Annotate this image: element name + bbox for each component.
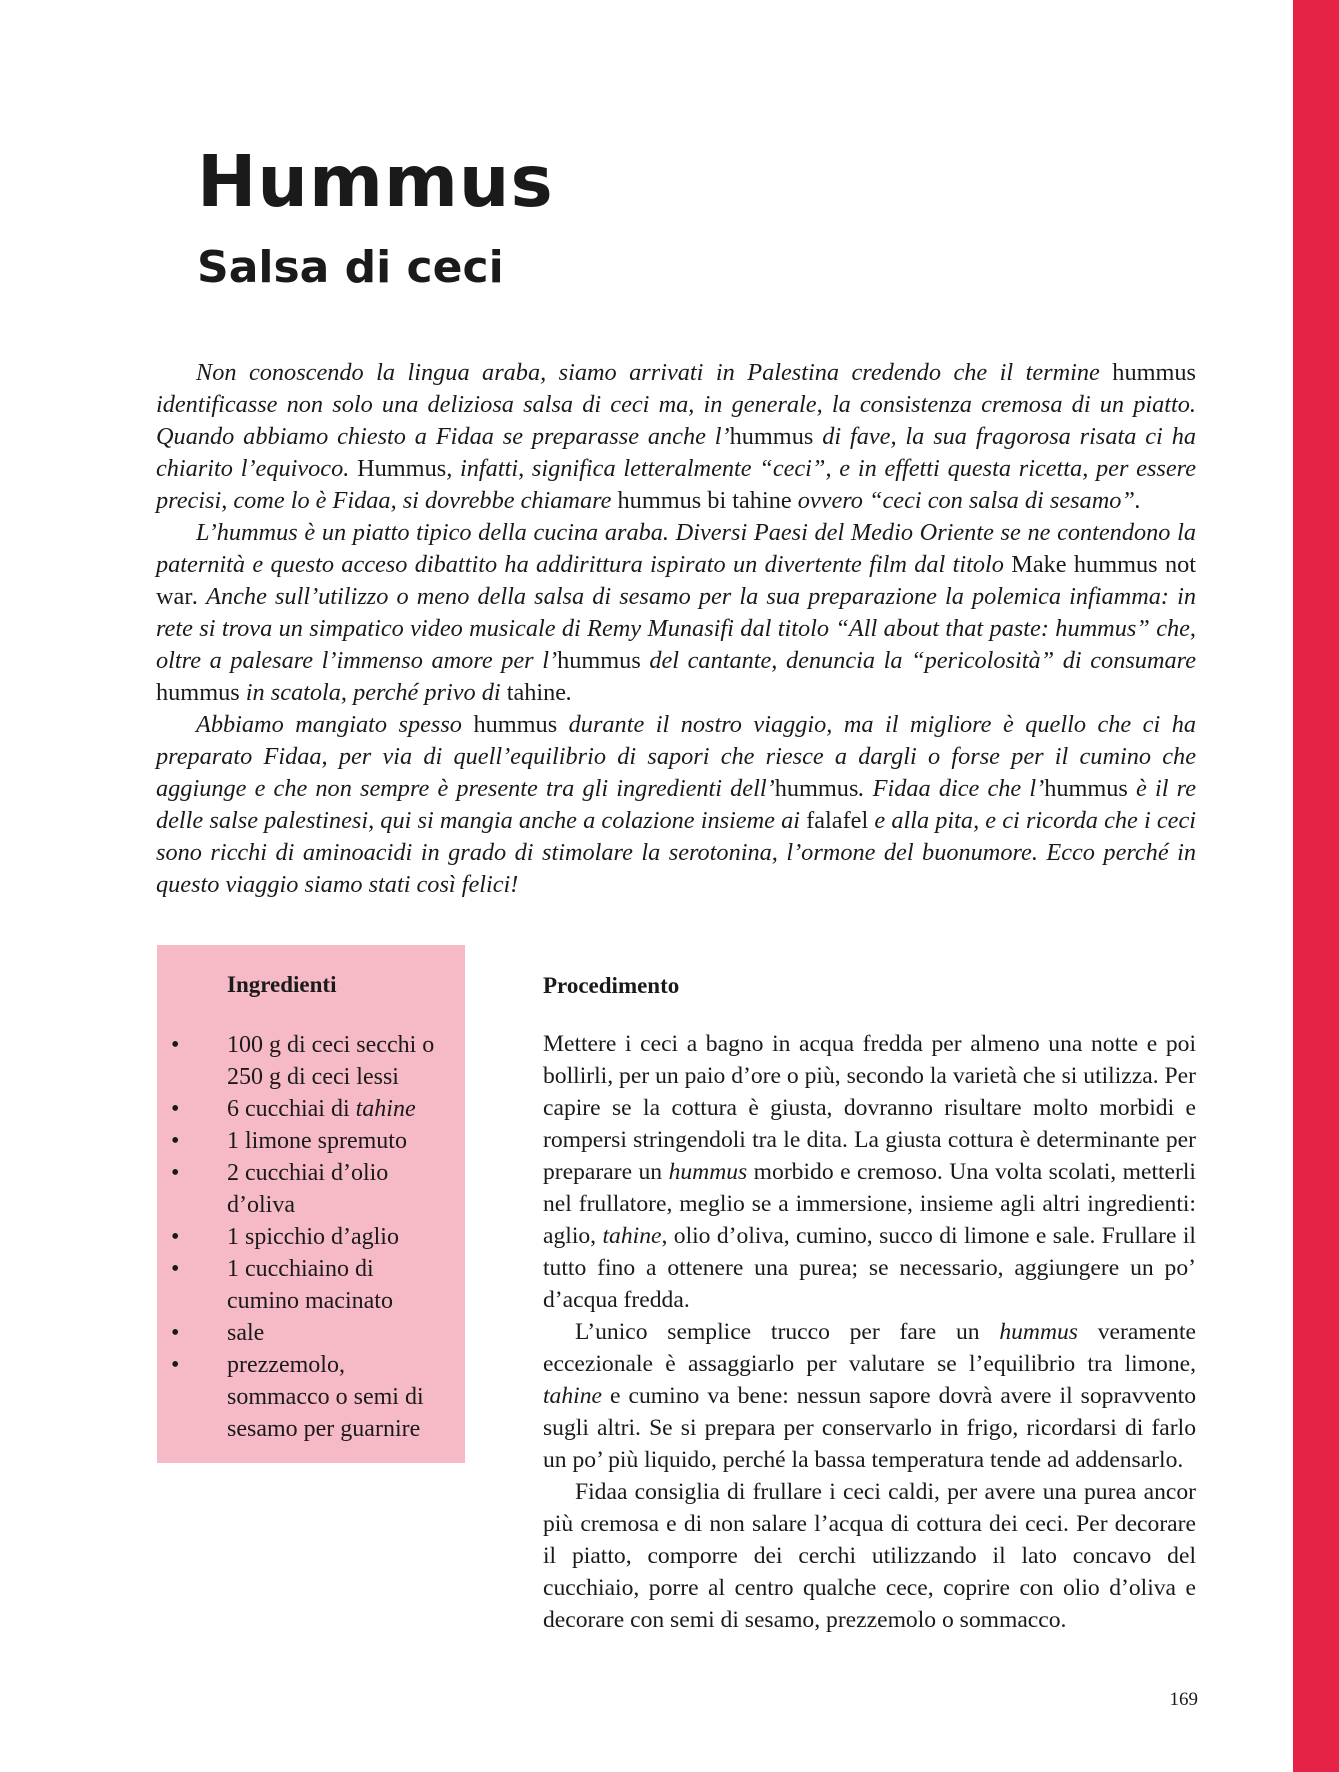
ingredient-item: • 2 cucchiai d’olio d’oliva — [171, 1157, 449, 1221]
ingredient-item: • 100 g di ceci secchi o 250 g di ceci lessi — [171, 1029, 449, 1093]
procedure-paragraph: L’unico semplice trucco per fare un hummus veramente eccezionale è assaggiarlo per valutare se l’equilibrio tra limone, tahine e cumino va bene: nessun sapore dovrà avere il sopravvento sugli altri. Se si prepara per conservarlo in frigo, ricordarsi di farlo un po’ più liquido, perché la bassa temperatura tende ad addensarlo. — [543, 1319, 1196, 1473]
ingredient-item: • 1 spicchio d’aglio — [171, 1221, 449, 1253]
ingredient-item: • 6 cucchiai di tahine — [171, 1093, 449, 1125]
procedure-title: Procedimento — [543, 973, 680, 998]
recipe-subtitle: Salsa di ceci — [197, 242, 504, 293]
recipe-title: Hummus — [197, 140, 554, 223]
ingredient-item: • 1 limone spremuto — [171, 1125, 449, 1157]
ingredient-item: • sale — [171, 1317, 449, 1349]
intro-paragraph: L’hummus è un piatto tipico della cucina araba. Diversi Paesi del Medio Oriente se ne contendono la paternità e questo acceso dibattito ha addirittura ispirato un divertente film dal titolo Make hummus not war. Anche sull’utilizzo o meno della salsa di sesamo per la sua preparazione la polemica infiamma: in rete si trova un simpatico video musicale di Remy Munasifi dal titolo “All about that paste: hummus” che, oltre a palesare l’immenso amore per l’hummus del cantante, denuncia la “pericolosità” di consumare hummus in scatola, perché privo di tahine. — [156, 519, 1196, 706]
intro-paragraph: Non conoscendo la lingua araba, siamo arrivati in Palestina credendo che il termine hummus identificasse non solo una deliziosa salsa di ceci ma, in generale, la consistenza cremosa di un piatto. Quando abbiamo chiesto a Fidaa se preparasse anche l’hummus di fave, la sua fragorosa risata ci ha chiarito l’equivoco. Hummus, infatti, significa letteralmente “ceci”, e in effetti questa ricetta, per essere precisi, come lo è Fidaa, si dovrebbe chiamare hummus bi tahine ovvero “ceci con salsa di sesamo”. — [156, 359, 1196, 514]
ingredients-title: Ingredienti — [227, 972, 337, 997]
ingredients-box — [157, 945, 465, 1463]
procedure-section — [543, 970, 1196, 1636]
procedure-text — [543, 1028, 1196, 1636]
page-number: 169 — [1169, 1689, 1198, 1710]
procedure-paragraph: Mettere i ceci a bagno in acqua fredda per almeno una notte e poi bollirli, per un paio d’ore o più, secondo la varietà che si utilizza. Per capire se la cottura è giusta, dovranno risultare molto morbidi e rompersi stringendoli tra le dita. La giusta cottura è determinante per preparare un hummus morbido e cremoso. Una volta scolati, metterli nel frullatore, meglio se a immersione, insieme agli altri ingredienti: aglio, tahine, olio d’oliva, cumino, succo di limone e sale. Frullare il tutto fino a ottenere una purea; se necessario, aggiungere un po’ d’acqua fredda. — [543, 1031, 1196, 1313]
intro-text — [156, 357, 1196, 901]
side-color-band — [1293, 0, 1339, 1772]
ingredient-item: • prezzemolo, sommacco o semi di sesamo per guarnire — [171, 1349, 449, 1445]
ingredient-item: • 1 cucchiaino di cumino macinato — [171, 1253, 449, 1317]
procedure-paragraph: Fidaa consiglia di frullare i ceci caldi, per avere una purea ancor più cremosa e di non salare l’acqua di cottura dei ceci. Per decorare il piatto, comporre dei cerchi utilizzando il lato concavo del cucchiaio, porre al centro qualche cece, coprire con olio d’oliva e decorare con semi di sesamo, prezzemolo o sommacco. — [543, 1479, 1196, 1633]
ingredients-list — [171, 1029, 449, 1445]
intro-paragraph: Abbiamo mangiato spesso hummus durante il nostro viaggio, ma il migliore è quello che ci ha preparato Fidaa, per via di quell’equilibrio di sapori che riesce a dargli o forse per il cumino che aggiunge e che non sempre è presente tra gli ingredienti dell’hummus. Fidaa dice che l’hummus è il re delle salse palestinesi, qui si mangia anche a colazione insieme ai falafel e alla pita, e ci ricorda che i ceci sono ricchi di aminoacidi in grado di stimolare la serotonina, l’ormone del buonumore. Ecco perché in questo viaggio siamo stati così felici! — [156, 711, 1197, 898]
